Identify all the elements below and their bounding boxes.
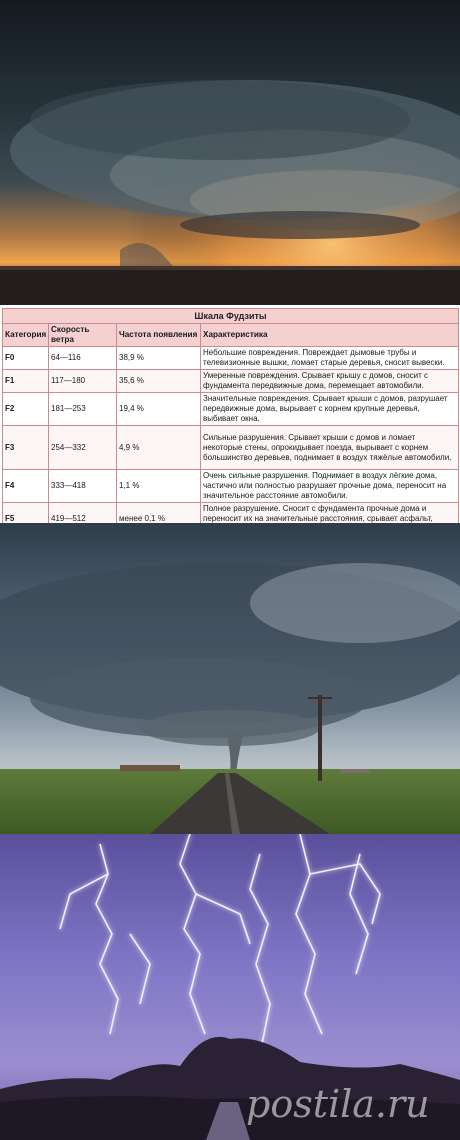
cell-frequency: 19,4 % bbox=[117, 393, 201, 426]
cell-category: F0 bbox=[3, 347, 49, 370]
cell-category: F3 bbox=[3, 426, 49, 470]
cell-description: Значительные повреждения. Срывает крыши с домов, разрушает передвижные дома, вырывает с корнем крупные деревья, выбивает окна. bbox=[201, 393, 459, 426]
fujita-scale-table-container bbox=[0, 305, 460, 523]
table-row bbox=[3, 393, 459, 426]
cell-wind-speed: 117—180 bbox=[49, 370, 117, 393]
table-row bbox=[3, 370, 459, 393]
cell-frequency: 38,9 % bbox=[117, 347, 201, 370]
cell-frequency: 1,1 % bbox=[117, 470, 201, 503]
table-title: Шкала Фудзиты bbox=[2, 308, 459, 323]
cell-category: F4 bbox=[3, 470, 49, 503]
fujita-scale-table bbox=[2, 308, 459, 536]
cell-description: Очень сильные разрушения. Поднимает в воздух лёгкие дома, частично или полностью разрушает прочные дома, переносит на значительное расстояние автомобили. bbox=[201, 470, 459, 503]
cell-wind-speed: 254—332 bbox=[49, 426, 117, 470]
watermark: postila.ru bbox=[246, 1082, 430, 1126]
cell-wind-speed: 64—116 bbox=[49, 347, 117, 370]
cell-description: Полное разрушение. Сносит с фундамента прочные дома и переносит их на значительные расстояния, срывает асфальт, bbox=[201, 503, 459, 536]
header-category: Категория bbox=[3, 324, 49, 347]
cell-description: Умеренные повреждения. Срывает крышу с домов, сносит с фундамента передвижные дома, перемещает автомобили. bbox=[201, 370, 459, 393]
cell-frequency: менее 0,1 % bbox=[117, 503, 201, 536]
cell-wind-speed: 181—253 bbox=[49, 393, 117, 426]
supercell-storm-photo bbox=[0, 0, 460, 305]
cell-category: F5 bbox=[3, 503, 49, 536]
cell-description: Сильные разрушения. Срывает крыши с домов и ломает некоторые стены, опрокидывает поезда, вырывает с корнем большинство деревьев, поднимает в воздух тяжёлые автомобили. bbox=[201, 426, 459, 470]
table-row bbox=[3, 347, 459, 370]
cell-wind-speed: 333—418 bbox=[49, 470, 117, 503]
header-frequency: Частота появления bbox=[117, 324, 201, 347]
tornado-road-photo bbox=[0, 523, 460, 834]
table-row bbox=[3, 426, 459, 470]
cell-description: Небольшие повреждения. Повреждает дымовые трубы и телевизионные вышки, ломает старые деревья, сносит вывески. bbox=[201, 347, 459, 370]
tornado-image bbox=[0, 523, 460, 834]
table-header-row bbox=[3, 324, 459, 347]
header-wind-speed: Скорость ветра bbox=[49, 324, 117, 347]
cell-category: F1 bbox=[3, 370, 49, 393]
cell-frequency: 4,9 % bbox=[117, 426, 201, 470]
storm-image bbox=[0, 0, 460, 305]
cell-category: F2 bbox=[3, 393, 49, 426]
cell-wind-speed: 419—512 bbox=[49, 503, 117, 536]
header-description: Характеристика bbox=[201, 324, 459, 347]
cell-frequency: 35,6 % bbox=[117, 370, 201, 393]
table-row bbox=[3, 470, 459, 503]
